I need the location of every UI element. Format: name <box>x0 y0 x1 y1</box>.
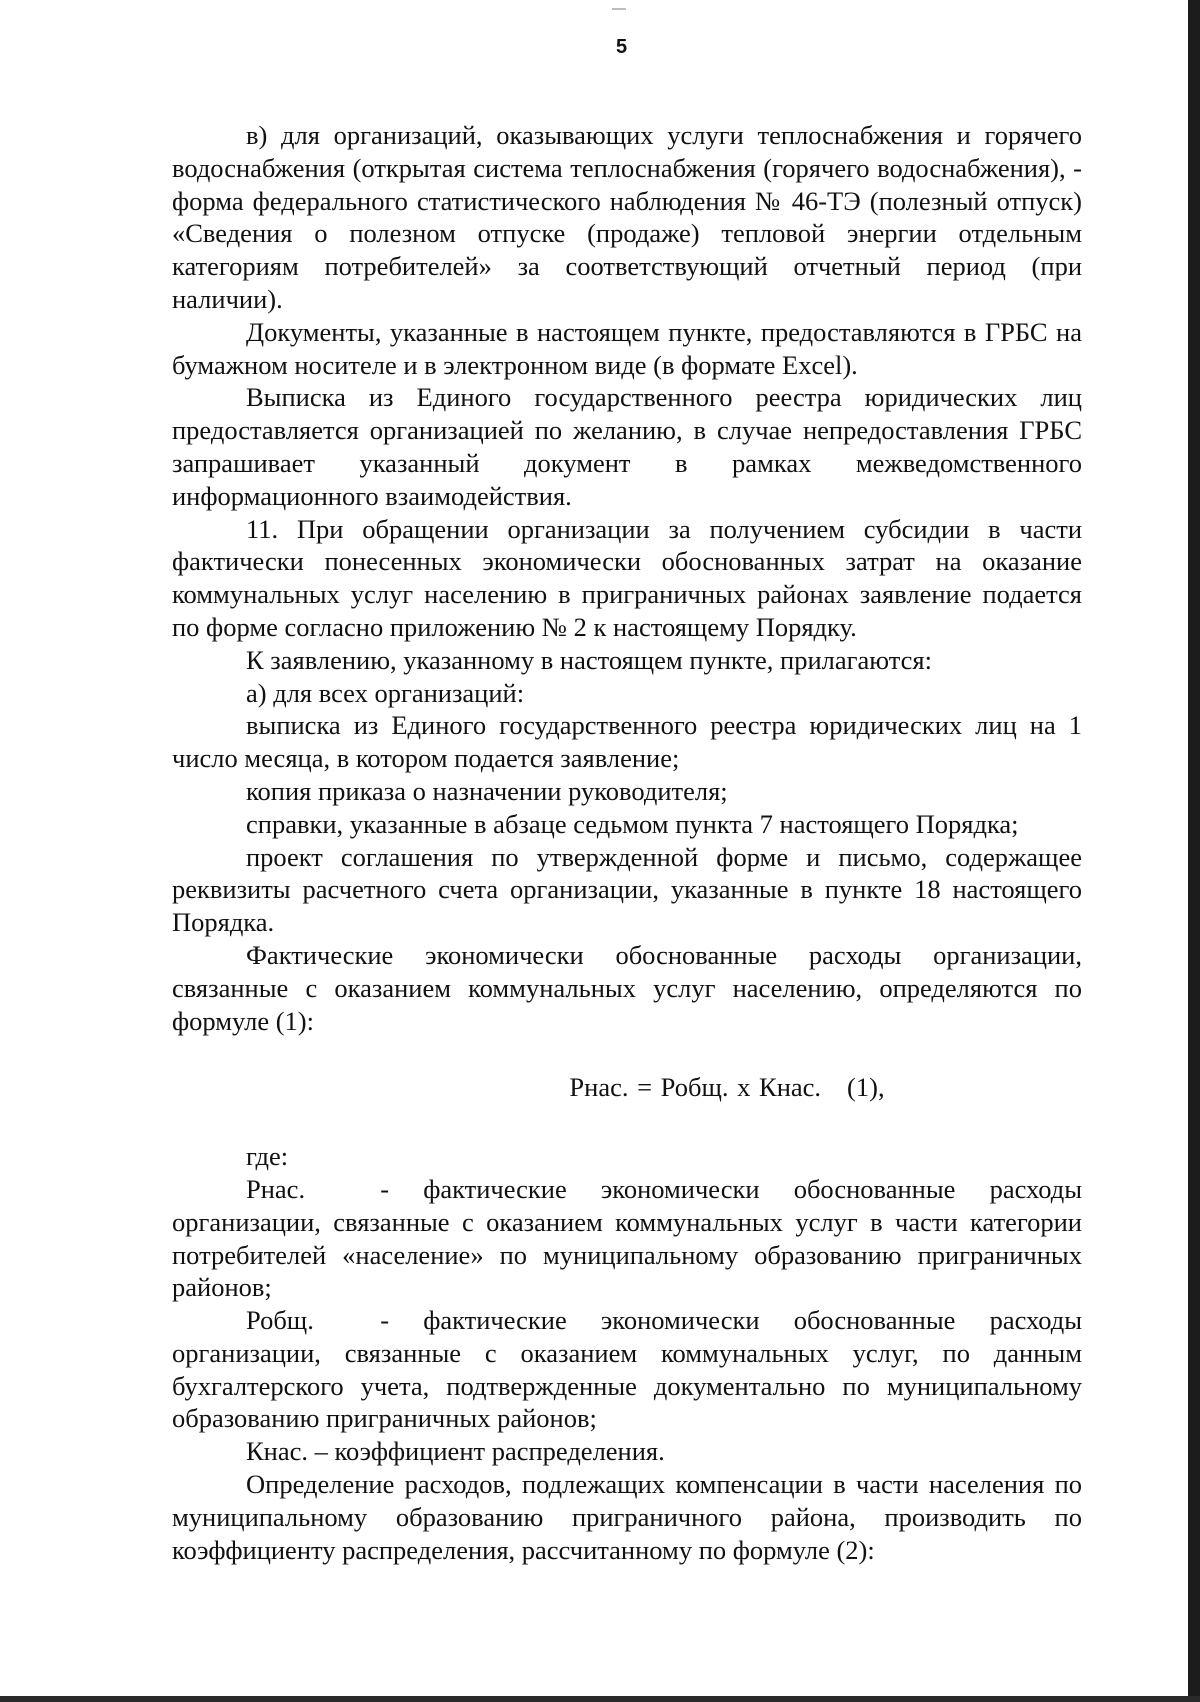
scan-edge-right <box>1188 0 1200 1702</box>
paragraph-where: где: <box>246 1141 289 1172</box>
paragraph: 11. При обращении организации за получением субсидии в части фактически понесенных экономически обоснованных затрат на оказание коммунальных услуг населению в приграничных районах заявление подается по форме согласно приложению № 2 к настоящему Порядку. <box>172 513 1082 642</box>
formula-number: (1), <box>847 1072 885 1103</box>
paragraph: К заявлению, указанному в настоящем пункте, прилагаются: <box>246 644 932 675</box>
paragraph: в) для организаций, оказывающих услуги теплоснабжения и горячего водоснабжения (открытая система теплоснабжения (горячего водоснабжения), - форма федерального статистического наблюдения № 46-ТЭ (полезный отпуск) «Сведения о полезном отпуске (продаже) тепловой энергии отдельным категориям потребителей» за соответствующий отчетный период (при наличии). <box>172 120 1082 314</box>
variable-definition: - фактические экономически обоснованные расходы организации, связанные с оказанием коммунальных услуг, по данным бухгалтерского учета, подтвержденные документально по муниципальному образованию приграничных районов; <box>172 1305 1083 1434</box>
paragraph: Документы, указанные в настоящем пункте, предоставляются в ГРБС на бумажном носителе и в электронном виде (в формате Excel). <box>172 316 1082 380</box>
scan-edge-bottom <box>0 1696 1200 1702</box>
paragraph: Кнас. – коэффициент распределения. <box>246 1436 665 1467</box>
document-body <box>172 119 1082 1566</box>
formula-1 <box>172 1071 1082 1104</box>
formula-expression: Рнас. = Робщ. х Кнас. <box>569 1072 822 1103</box>
paragraph: выписка из Единого государственного реестра юридических лиц на 1 число месяца, в котором подается заявление; <box>172 710 1082 774</box>
paragraph: а) для всех организаций: <box>246 677 525 708</box>
paragraph: справки, указанные в абзаце седьмом пункта 7 настоящего Порядка; <box>246 808 1019 839</box>
definition-robsch <box>172 1304 1082 1435</box>
paragraph: копия приказа о назначении руководителя; <box>246 775 728 806</box>
variable-term: Рнас. <box>246 1173 306 1204</box>
paragraph: Фактические экономически обоснованные расходы организации, связанные с оказанием коммунальных услуг населению, определяются по формуле (1): <box>172 939 1082 1036</box>
variable-term: Робщ. <box>246 1305 314 1336</box>
definition-rnas <box>172 1173 1082 1304</box>
paragraph: проект соглашения по утвержденной форме и письмо, содержащее реквизиты расчетного счета организации, указанные в пункте 18 настоящего Порядка. <box>172 841 1082 938</box>
page-number: 5 <box>615 36 628 58</box>
variable-definition: - фактические экономически обоснованные расходы организации, связанные с оказанием коммунальных услуг в части категории потребителей «население» по муниципальному образованию приграничных районов; <box>172 1173 1083 1303</box>
scan-mark <box>612 8 626 10</box>
paragraph: Определение расходов, подлежащих компенсации в части населения по муниципальному образованию приграничного района, производить по коэффициенту распределения, рассчитанному по формуле (2): <box>172 1469 1082 1565</box>
paragraph: Выписка из Единого государственного реестра юридических лиц предоставляется организацией по желанию, в случае непредоставления ГРБС запрашивает указанный документ в рамках межведомственного информационного взаимодействия. <box>172 382 1082 511</box>
